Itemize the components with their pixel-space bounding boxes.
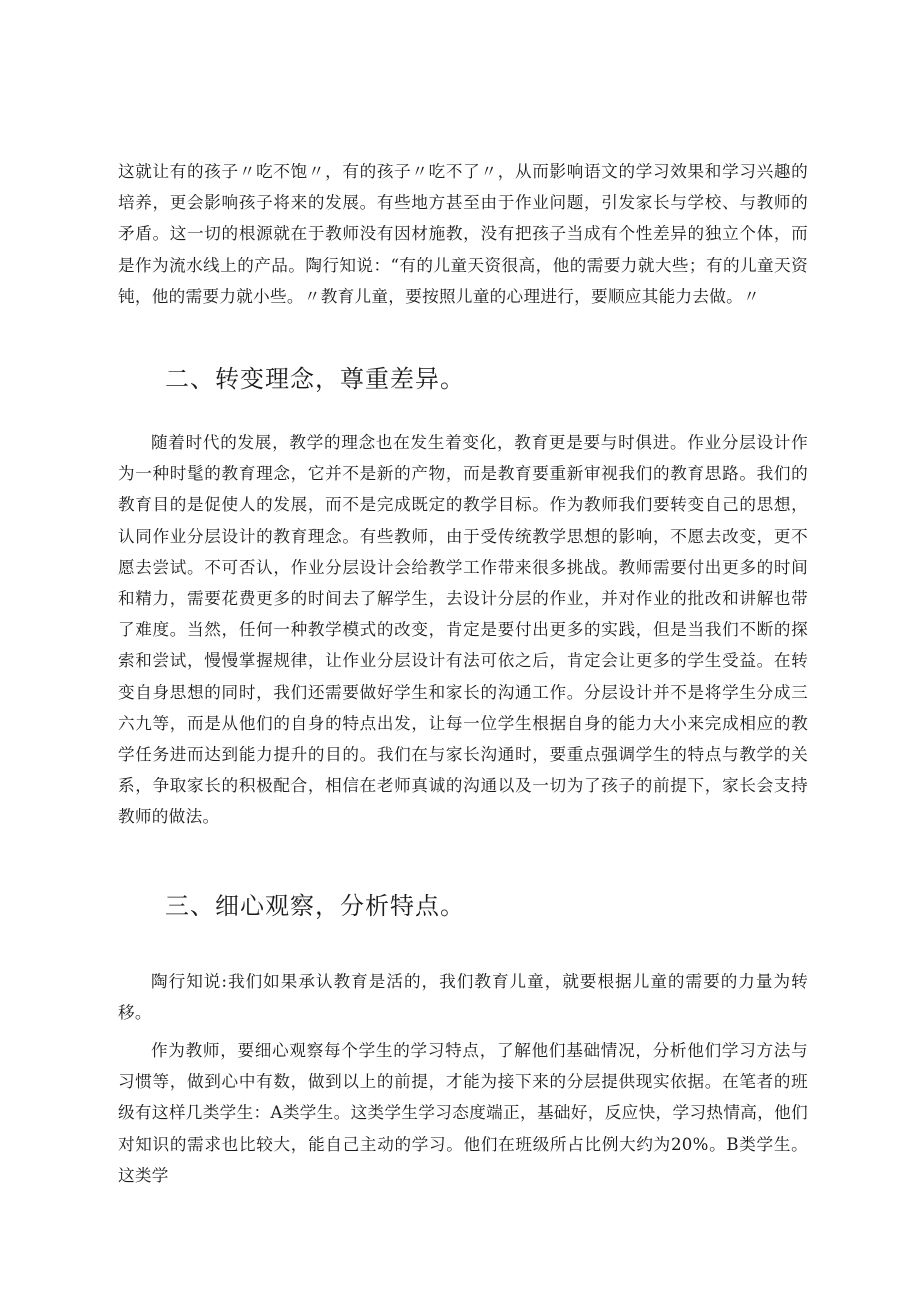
paragraph-section-3: 作为教师，要细心观察每个学生的学习特点，了解他们基础情况，分析他们学习方法与习惯等，做到心中有数，做到以上的前提，才能为接下来的分层提供现实依据。在笔者的班级有这样几类学生：A类学生。这类学生学习态度端正，基础好，反应快，学习热情高，他们对知识的需求也比较大，能自己主动的学习。他们在班级所占比例大约为20%。B类学生。这类学: [118, 1041, 808, 1185]
section-heading-3: 三、细心观察，分析特点。: [165, 892, 465, 920]
section-heading-2: 二、转变理念，尊重差异。: [165, 365, 465, 393]
paragraph-continuation: 这就让有的孩子〃吃不饱〃，有的孩子〃吃不了〃，从而影响语文的学习效果和学习兴趣的培养，更会影响孩子将来的发展。有些地方甚至由于作业问题，引发家长与学校、与教师的矛盾。这一切的根源就在于教师没有因材施教，没有把孩子当成有个性差异的独立个体，而是作为流水线上的产品。陶行知说：“有的儿童天资很高，他的需要力就大些；有的儿童天资钝，他的需要力就小些。〃教育儿童，要按照儿童的心理进行，要顺应其能力去做。〃: [118, 162, 808, 306]
paragraph-section-2: 随着时代的发展，教学的理念也在发生着变化，教育更是要与时俱进。作业分层设计作为一种时髦的教育理念，它并不是新的产物，而是教育要重新审视我们的教育思路。我们的教育目的是促使人的发展，而不是完成既定的教学目标。作为教师我们要转变自己的思想，认同作业分层设计的教育理念。有些教师，由于受传统教学思想的影响，不愿去改变，更不愿去尝试。不可否认，作业分层设计会给教学工作带来很多挑战。教师需要付出更多的时间和精力，需要花费更多的时间去了解学生，去设计分层的作业，并对作业的批改和讲解也带了难度。当然，任何一种教学模式的改变，肯定是要付出更多的实践，但是当我们不断的探索和尝试，慢慢掌握规律，让作业分层设计有法可依之后，肯定会让更多的学生受益。在转变自身思想的同时，我们还需要做好学生和家长的沟通工作。分层设计并不是将学生分成三六九等，而是从他们的自身的特点出发，让每一位学生根据自身的能力大小来完成相应的教学任务进而达到能力提升的目的。我们在与家长沟通时，要重点强调学生的特点与教学的关系，争取家长的积极配合，相信在老师真诚的沟通以及一切为了孩子的前提下，家长会支持教师的做法。: [118, 433, 808, 827]
paragraph-quote-tao: 陶行知说:我们如果承认教育是活的，我们教育儿童，就要根据儿童的需要的力量为转移。: [118, 972, 808, 1023]
